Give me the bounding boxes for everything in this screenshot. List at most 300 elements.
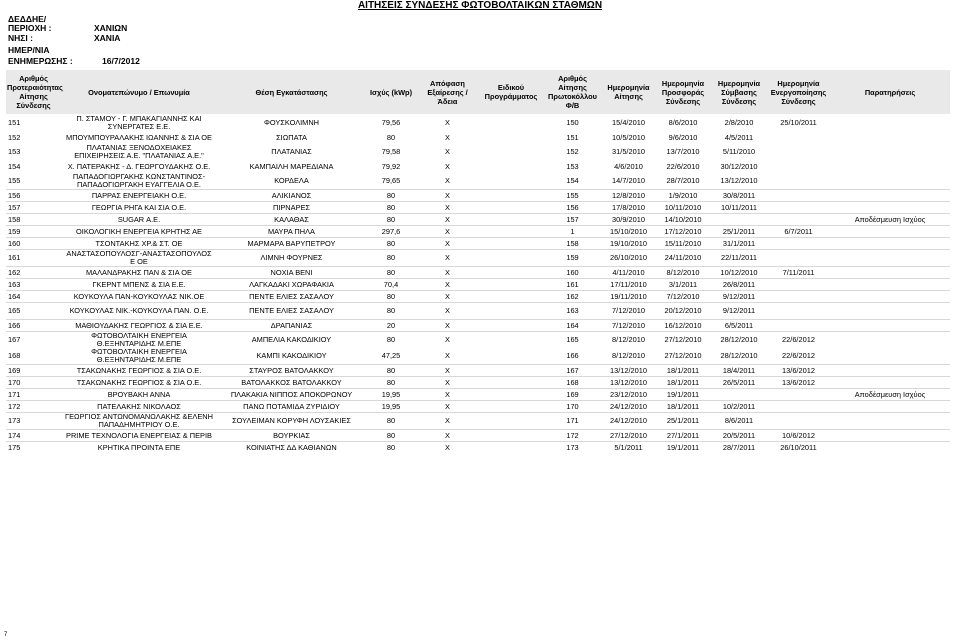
cell-no: 151	[8, 118, 21, 127]
cell-app: 7/12/2010	[612, 306, 645, 315]
cell-prot: 165	[566, 335, 579, 344]
cell-app: 8/12/2010	[612, 335, 645, 344]
table-row	[6, 348, 950, 364]
cell-prog	[479, 303, 543, 319]
cell-dec: Χ	[445, 190, 450, 200]
col-location: Θέση Εγκατάστασης	[217, 70, 366, 115]
cell-off: 27/12/2010	[664, 351, 702, 360]
cell-con: 20/5/2011	[722, 430, 756, 440]
table-body	[6, 115, 950, 454]
cell-dec: Χ	[445, 401, 450, 411]
cell-dec: Χ	[445, 320, 450, 330]
cell-act	[767, 238, 830, 249]
cell-app: 5/1/2011	[614, 442, 643, 452]
cell-prog	[479, 348, 543, 364]
cell-act	[767, 173, 830, 189]
cell-off: 27/12/2010	[664, 335, 702, 344]
table-row	[6, 430, 950, 441]
cell-prot: 167	[566, 365, 579, 375]
table-row	[6, 291, 950, 302]
cell-loc: ΜΑΡΜΑΡΑ ΒΑΡΥΠΕΤΡΟΥ	[247, 238, 336, 248]
table-row	[6, 320, 950, 331]
cell-kw: 79,65	[381, 176, 401, 185]
cell-name: ΓΕΩΡΓΙΑ ΡΗΓΑ ΚΑΙ ΣΙΑ Ο.Ε.	[91, 202, 187, 212]
cell-no: 165	[8, 306, 21, 315]
cell-dec: Χ	[445, 306, 450, 315]
table-header-row	[6, 70, 950, 115]
cell-dec: Χ	[445, 214, 450, 224]
cell-prog	[479, 365, 543, 376]
cell-name: ΤΣΑΚΩΝΑΚΗΣ ΓΕΩΡΓΙΟΣ & ΣΙΑ Ο.Ε.	[76, 377, 202, 387]
cell-con: 22/11/2011	[721, 253, 757, 262]
cell-dec: Χ	[445, 335, 450, 344]
cell-prog	[479, 250, 543, 266]
cell-dec: Χ	[445, 202, 450, 212]
cell-off: 20/12/2010	[664, 306, 702, 315]
cell-prot: 166	[566, 351, 579, 360]
cell-app: 12/8/2010	[612, 190, 645, 200]
table-row	[6, 332, 950, 348]
cell-loc: ΠΑΝΩ ΠΟΤΑΜΙΔΑ ΖΥΡΙΔΙΟΥ	[243, 401, 340, 411]
cell-no: 152	[8, 132, 21, 142]
table-row	[6, 226, 950, 237]
cell-kw: 80	[386, 416, 396, 425]
cell-kw: 80	[386, 442, 396, 452]
cell-loc: ΣΤΑΥΡΟΣ ΒΑΤΟΛΑΚΚΟΥ	[249, 365, 334, 375]
cell-prog	[479, 377, 543, 388]
cell-kw: 80	[386, 238, 396, 248]
col-decision: Απόφαση Εξαίρεσης / Άδεια	[416, 70, 479, 115]
cell-name: Π. ΣΤΑΜΟΥ - Γ. ΜΠΑΚΑΓΙΑΝΝΗΣ ΚΑΙ ΣΥΝΕΡΓΑΤΕΣ Ε.Ε.	[76, 114, 202, 131]
cell-no: 169	[8, 365, 21, 375]
cell-dec: Χ	[445, 389, 450, 399]
cell-kw: 80	[386, 267, 396, 277]
cell-con: 26/5/2011	[722, 377, 756, 387]
cell-act	[767, 160, 830, 173]
cell-note	[830, 279, 950, 290]
cell-prot: 156	[566, 202, 579, 212]
cell-off: 3/1/2011	[668, 279, 698, 289]
cell-loc: ΛΙΜΝΗ ΦΟΥΡΝΕΣ	[260, 253, 323, 262]
cell-con: 9/12/2011	[722, 291, 756, 301]
cell-note	[830, 348, 950, 364]
cell-note	[830, 320, 950, 331]
cell-con: 25/1/2011	[722, 226, 756, 236]
area-value: ΧΑΝΙΩΝ	[94, 23, 128, 33]
cell-off: 14/10/2010	[664, 214, 702, 224]
cell-no: 160	[8, 238, 21, 248]
cell-prog	[479, 173, 543, 189]
cell-note	[830, 238, 950, 249]
cell-dec: Χ	[445, 279, 450, 289]
cell-no: 168	[8, 351, 21, 360]
cell-con: 10/2/2011	[722, 401, 756, 411]
meta-date	[8, 56, 140, 66]
cell-kw: 47,25	[381, 351, 401, 360]
cell-loc: ΣΟΥΛΕΙΜΑΝ ΚΟΡΥΦΗ ΛΟΥΣΑΚΙΕΣ	[232, 416, 351, 425]
cell-no: 172	[8, 401, 21, 411]
cell-app: 15/4/2010	[612, 118, 645, 127]
cell-prot: 151	[566, 132, 579, 142]
cell-app: 30/9/2010	[612, 214, 645, 224]
date-label-2: ΕΝΗΜΕΡΩΣΗΣ :	[8, 56, 73, 66]
cell-con: 10/12/2010	[720, 267, 758, 277]
cell-loc: ΜΑΥΡΑ ΠΗΛΑ	[268, 226, 315, 236]
table-row	[6, 131, 950, 144]
cell-app: 24/12/2010	[610, 416, 647, 425]
col-power: Ισχύς (kWp)	[366, 70, 416, 115]
cell-con: 28/12/2010	[720, 351, 758, 360]
cell-con: 26/8/2011	[722, 279, 756, 289]
cell-kw: 79,92	[381, 161, 401, 171]
cell-note	[830, 202, 950, 213]
cell-act: 13/6/2012	[782, 377, 815, 387]
col-notes: Παρατηρήσεις	[830, 70, 950, 115]
cell-dec: Χ	[445, 147, 450, 156]
cell-app: 24/12/2010	[610, 401, 647, 411]
cell-dec: Χ	[445, 351, 450, 360]
cell-note	[830, 303, 950, 319]
cell-name: ΒΡΟΥΒΑΚΗ ΑΝΝΑ	[107, 389, 171, 399]
cell-off: 7/12/2010	[666, 291, 700, 301]
cell-no: 173	[8, 416, 21, 425]
cell-app: 14/7/2010	[612, 176, 645, 185]
cell-name: ΓΕΩΡΓΙΟΣ ΑΝΤΩΝΟΜΑΝΩΛΑΚΗΣ &ΕΛΕΝΗ ΠΑΠΑΔΗΜΗΤΡΙΟΥ Ο.Ε.	[65, 413, 213, 429]
cell-act	[767, 250, 830, 266]
cell-off: 22/6/2010	[666, 161, 700, 171]
island-value: ΧΑΝΙΑ	[94, 33, 121, 43]
cell-off: 1/9/2010	[668, 190, 698, 200]
cell-name: ΦΩΤΟΒΟΛΤΑΙΚΗ ΕΝΕΡΓΕΙΑ Θ.ΕΞΗΝΤΑΡΙΔΗΣ Μ.ΕΠΕ	[91, 348, 187, 364]
cell-off: 18/1/2011	[666, 377, 700, 387]
cell-no: 158	[8, 214, 21, 224]
cell-loc: ΠΛΑΤΑΝΙΑΣ	[271, 147, 312, 156]
cell-con: 28/12/2010	[720, 335, 758, 344]
cell-kw: 80	[386, 132, 396, 142]
cell-prot: 1	[570, 226, 575, 236]
cell-app: 10/5/2010	[612, 132, 645, 142]
cell-kw: 79,58	[381, 147, 401, 156]
cell-kw: 80	[386, 291, 396, 301]
cell-name: ΚΟΥΚΟΥΛΑ ΠΑΝ-ΚΟΥΚΟΥΛΑΣ ΝΙΚ.ΟΕ	[73, 291, 205, 301]
cell-con: 10/11/2011	[721, 202, 757, 212]
cell-name: ΜΠΟΥΜΠΟΥΡΑΛΑΚΗΣ ΙΩΑΝΝΗΣ & ΣΙΑ ΟΕ	[66, 132, 212, 142]
cell-prog	[479, 332, 543, 348]
cell-off: 9/6/2010	[668, 132, 698, 142]
cell-prog	[479, 160, 543, 173]
cell-prog	[479, 226, 543, 237]
cell-no: 166	[8, 320, 21, 330]
cell-name: ΑΝΑΣΤΑΣΟΠΟΥΛΟΣΓ-ΑΝΑΣΤΑΣΟΠΟΥΛΟΣ Ε ΟΕ	[66, 250, 212, 266]
cell-kw: 80	[386, 306, 396, 315]
cell-act	[767, 401, 830, 412]
cell-kw: 80	[386, 377, 396, 387]
cell-no: 154	[8, 161, 21, 171]
cell-act: 22/6/2012	[782, 351, 815, 360]
cell-prot: 169	[566, 389, 579, 399]
cell-con	[711, 214, 767, 225]
cell-prog	[479, 389, 543, 400]
table-row	[6, 365, 950, 376]
cell-loc: ΒΟΥΡΚΙΑΣ	[273, 430, 310, 440]
cell-prog	[479, 144, 543, 160]
cell-prot: 152	[566, 147, 579, 156]
cell-prot: 164	[566, 320, 579, 330]
cell-prog	[479, 115, 543, 132]
cell-note	[830, 413, 950, 429]
cell-prot: 163	[566, 306, 579, 315]
cell-dec: Χ	[445, 442, 450, 452]
cell-dec: Χ	[445, 238, 450, 248]
cell-off: 28/7/2010	[666, 176, 700, 185]
cell-prot: 153	[566, 161, 579, 171]
cell-prog	[479, 320, 543, 331]
cell-dec: Χ	[445, 430, 450, 440]
table-row	[6, 401, 950, 412]
cell-note	[830, 291, 950, 302]
cell-app: 8/12/2010	[612, 351, 645, 360]
cell-app: 27/12/2010	[610, 430, 647, 440]
area-label: ΠΕΡΙΟΧΗ :	[8, 23, 52, 33]
cell-act	[767, 303, 830, 319]
cell-kw: 80	[386, 202, 396, 212]
cell-app: 19/10/2010	[610, 238, 647, 248]
cell-prog	[479, 238, 543, 249]
cell-name: SUGAR Α.Ε.	[117, 214, 161, 224]
cell-note	[830, 190, 950, 201]
cell-app: 15/10/2010	[610, 226, 647, 236]
table-row	[6, 389, 950, 400]
cell-app: 13/12/2010	[610, 365, 647, 375]
cell-app: 13/12/2010	[610, 377, 647, 387]
cell-loc: ΠΕΝΤΕ ΕΛΙΕΣ ΣΑΣΑΛΟΥ	[249, 291, 334, 301]
table-row	[6, 238, 950, 249]
cell-prog	[479, 131, 543, 144]
cell-kw: 80	[386, 253, 396, 262]
cell-dec: Χ	[445, 226, 450, 236]
cell-name: Χ. ΠΑΤΕΡΑΚΗΣ - Δ. ΓΕΩΡΓΟΥΔΑΚΗΣ Ο.Ε.	[67, 161, 211, 171]
cell-off: 17/12/2010	[664, 226, 702, 236]
cell-prog	[479, 430, 543, 441]
table-row	[6, 144, 950, 160]
cell-prog	[479, 442, 543, 453]
cell-prot: 159	[566, 253, 579, 262]
cell-name: ΤΣΑΚΩΝΑΚΗΣ ΓΕΩΡΓΙΟΣ & ΣΙΑ Ο.Ε.	[76, 365, 202, 375]
cell-act	[767, 214, 830, 225]
cell-note	[830, 131, 950, 144]
cell-prog	[479, 401, 543, 412]
cell-prog	[479, 291, 543, 302]
table-row	[6, 115, 950, 132]
cell-dec: Χ	[445, 176, 450, 185]
cell-act: 26/10/2011	[780, 442, 817, 452]
cell-off: 27/1/2011	[666, 430, 700, 440]
applications-table	[6, 70, 950, 453]
cell-note	[830, 144, 950, 160]
cell-prot: 150	[566, 118, 579, 127]
cell-prot: 171	[566, 416, 579, 425]
cell-kw: 80	[386, 214, 396, 224]
cell-app: 17/8/2010	[612, 202, 645, 212]
cell-kw: 79,56	[381, 118, 401, 127]
document-title: ΑΙΤΗΣΕΙΣ ΣΥΝΔΕΣΗΣ ΦΩΤΟΒΟΛΤΑΙΚΩΝ ΣΤΑΘΜΩΝ	[357, 0, 603, 11]
cell-no: 156	[8, 190, 21, 200]
table-row	[6, 202, 950, 213]
cell-act	[767, 413, 830, 429]
cell-app: 7/12/2010	[612, 320, 645, 330]
cell-prog	[479, 190, 543, 201]
cell-act	[767, 144, 830, 160]
cell-con: 6/5/2011	[724, 320, 754, 330]
cell-no: 174	[8, 430, 21, 440]
cell-dec: Χ	[445, 365, 450, 375]
cell-prot: 155	[566, 190, 579, 200]
cell-act: 13/6/2012	[782, 365, 815, 375]
cell-note	[830, 173, 950, 189]
cell-off: 16/12/2010	[664, 320, 702, 330]
cell-act	[767, 190, 830, 201]
cell-con: 30/12/2010	[720, 161, 758, 171]
cell-loc: ΔΡΑΠΑΝΙΑΣ	[270, 320, 313, 330]
cell-name: ΜΑΘΙΟΥΔΑΚΗΣ ΓΕΩΡΓΙΟΣ & ΣΙΑ Ε.Ε.	[75, 320, 203, 330]
cell-no: 164	[8, 291, 21, 301]
cell-loc: ΚΟΙΝΙΑΤΗΣ ΔΔ ΚΑΘΙΑΝΩΝ	[246, 442, 337, 452]
cell-loc: ΚΑΛΑΘΑΣ	[274, 214, 309, 224]
cell-act: 7/11/2011	[782, 267, 815, 277]
cell-name: ΟΙΚΟΛΟΓΙΚΗ ΕΝΕΡΓΕΙΑ ΚΡΗΤΗΣ ΑΕ	[76, 226, 202, 236]
col-contract-date: Ημερομηνία Σύμβασης Σύνδεσης	[711, 70, 767, 115]
cell-act: 6/7/2011	[784, 226, 813, 236]
date-value: 16/7/2012	[102, 56, 140, 66]
cell-con: 8/6/2011	[724, 416, 754, 425]
cell-dec: Χ	[445, 291, 450, 301]
cell-off: 15/11/2010	[664, 238, 702, 248]
cell-off: 10/11/2010	[664, 202, 702, 212]
cell-note	[830, 365, 950, 376]
cell-prog	[479, 267, 543, 278]
cell-prot: 161	[566, 279, 579, 289]
cell-name: ΠΑΡΡΑΣ ΕΝΕΡΓΕΙΑΚΗ Ο.Ε.	[91, 190, 187, 200]
cell-dec: Χ	[445, 253, 450, 262]
cell-con: 28/7/2011	[722, 442, 756, 452]
cell-prog	[479, 279, 543, 290]
table-row	[6, 413, 950, 429]
table-row	[6, 214, 950, 225]
island-label: ΝΗΣΙ :	[8, 33, 33, 43]
cell-off: 25/1/2011	[666, 416, 700, 425]
cell-off: 24/11/2010	[664, 253, 702, 262]
cell-note	[830, 442, 950, 453]
meta-island	[8, 33, 120, 43]
cell-act	[767, 202, 830, 213]
cell-act	[767, 291, 830, 302]
cell-loc: ΒΑΤΟΛΑΚΚΟΣ ΒΑΤΟΛΑΚΚΟΥ	[241, 377, 342, 387]
cell-off: 18/1/2011	[666, 365, 700, 375]
cell-name: ΚΡΗΤΙΚΑ ΠΡΟΙΝΤΑ ΕΠΕ	[97, 442, 181, 452]
cell-note	[830, 430, 950, 441]
cell-name: ΦΩΤΟΒΟΛΤΑΙΚΗ ΕΝΕΡΓΕΙΑ Θ.ΕΞΗΝΤΑΡΙΔΗΣ Μ.ΕΠΕ	[91, 332, 187, 348]
cell-no: 157	[8, 202, 21, 212]
cell-act	[767, 279, 830, 290]
cell-name: ΠΛΑΤΑΝΙΑΣ ΞΕΝΟΔΟΧΕΙΑΚΕΣ ΕΠΙΧΕΙΡΗΣΕΙΣ Α.Ε. "ΠΛΑΤΑΝΙΑΣ Α.Ε."	[74, 144, 204, 160]
cell-name: ΜΑΛΑΝΔΡΑΚΗΣ ΠΑΝ & ΣΙΑ ΟΕ	[86, 267, 192, 277]
cell-no: 153	[8, 147, 21, 156]
cell-prog	[479, 214, 543, 225]
cell-prot: 172	[566, 430, 579, 440]
cell-act	[767, 389, 830, 400]
cell-note: Αποδέσμευση Ισχύος	[854, 214, 926, 224]
cell-dec: Χ	[445, 267, 450, 277]
cell-no: 170	[8, 377, 21, 387]
table-row	[6, 442, 950, 453]
cell-loc: ΠΛΑΚΑΚΙΑ ΝΙΠΠΟΣ ΑΠΟΚΟΡΩΝΟΥ	[230, 389, 353, 399]
cell-prot: 173	[566, 442, 579, 452]
table-row	[6, 173, 950, 189]
cell-dec: Χ	[445, 132, 450, 142]
cell-name: ΠΑΠΑΔΟΓΙΩΡΓΑΚΗΣ ΚΩΝΣΤΑΝΤΙΝΟΣ-ΠΑΠΑΔΟΓΙΩΡΓΑΚΗ ΕΥΑΓΓΕΛΙΑ Ο.Ε.	[72, 173, 206, 189]
cell-prot: 162	[566, 291, 579, 301]
cell-con: 30/8/2011	[722, 190, 756, 200]
cell-dec: Χ	[445, 118, 450, 127]
cell-app: 19/11/2010	[610, 291, 647, 301]
cell-off: 18/1/2011	[666, 401, 700, 411]
meta-area	[8, 23, 127, 33]
cell-con: 18/4/2011	[722, 365, 756, 375]
table-row	[6, 303, 950, 319]
cell-act	[767, 131, 830, 144]
cell-no: 155	[8, 176, 21, 185]
cell-note	[830, 226, 950, 237]
cell-no: 159	[8, 226, 21, 236]
cell-prot: 154	[566, 176, 579, 185]
cell-no: 163	[8, 279, 21, 289]
cell-prog	[479, 413, 543, 429]
table-row	[6, 160, 950, 173]
cell-note	[830, 115, 950, 132]
cell-off: 8/12/2010	[666, 267, 700, 277]
cell-act: 22/6/2012	[782, 335, 815, 344]
cell-note	[830, 377, 950, 388]
cell-app: 31/5/2010	[612, 147, 645, 156]
cell-app: 17/11/2010	[610, 279, 647, 289]
cell-dec: Χ	[445, 416, 450, 425]
dept-label: ΔΕΔΔΗΕ/	[8, 14, 47, 24]
cell-app: 4/11/2010	[612, 267, 645, 277]
cell-kw: 80	[386, 365, 396, 375]
cell-loc: ΑΛΙΚΙΑΝΟΣ	[271, 190, 312, 200]
cell-kw: 80	[386, 430, 396, 440]
cell-loc: ΑΜΠΕΛΙΑ ΚΑΚΟΔΙΚΙΟΥ	[251, 335, 332, 344]
cell-con: 2/8/2010	[724, 118, 754, 127]
cell-no: 175	[8, 442, 21, 452]
table-row	[6, 250, 950, 266]
cell-off: 19/1/2011	[666, 389, 700, 399]
cell-no: 167	[8, 335, 21, 344]
col-priority: Αριθμός Προτεραιότητας Αίτησης Σύνδεσης	[6, 70, 61, 115]
meta-date-label-1	[8, 45, 94, 55]
date-label-1: ΗΜΕΡ/ΝΙΑ	[8, 45, 50, 55]
cell-loc: ΚΑΜΠΙ ΚΑΚΟΔΙΚΙΟΥ	[256, 351, 327, 360]
col-name: Ονοματεπώνυμο / Επωνυμία	[61, 70, 217, 115]
cell-con: 5/11/2010	[722, 147, 756, 156]
cell-note	[830, 160, 950, 173]
cell-note	[830, 267, 950, 278]
cell-prot: 168	[566, 377, 579, 387]
cell-kw: 80	[386, 335, 396, 344]
col-protocol: Αριθμός Αίτησης Πρωτοκόλλου Φ/Β	[543, 70, 602, 115]
table-row	[6, 377, 950, 388]
table-row	[6, 267, 950, 278]
